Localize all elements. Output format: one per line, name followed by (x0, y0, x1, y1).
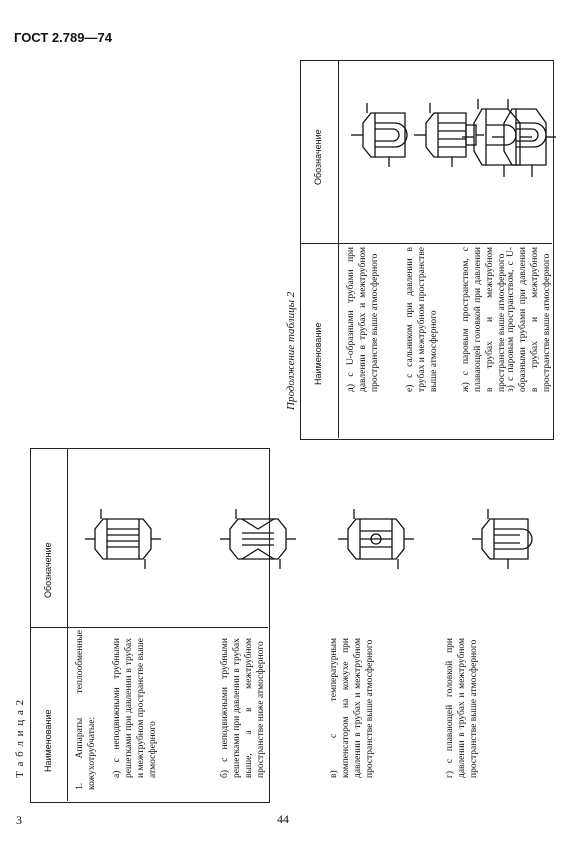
corner-mark: 3 (16, 813, 22, 827)
table-left-col-symbol: Обозначение (43, 542, 53, 598)
table-left-intro: 1. Аппараты теплообменные кожухотрубчатые: (75, 630, 97, 790)
table-left-column-divider (30, 627, 268, 628)
kettle-u-tube-exchanger-icon (490, 95, 569, 185)
table-right-header-divider (338, 60, 339, 438)
table-left-caption: Т а б л и ц а 2 (14, 698, 26, 778)
table-left-col-name: Наименование (43, 709, 53, 772)
fixed-tube-sheet-exchanger-low-shell-icon (218, 505, 298, 575)
page-number: 44 (277, 812, 289, 826)
table-right-caption: Продолжение таблицы 2 (285, 291, 297, 410)
table-left-row-c: в) с температурным компенсатором на кожухе при давлении в трубах и межтрубном пространстве выше атмосферного (329, 638, 375, 778)
table-left-row-d: г) с плавающей головкой при давлении в трубах и межтрубном пространстве выше атмосферного (445, 638, 479, 778)
table-right-row-z: з) с паровым пространством, с U-образными трубами при давлении в трубах и межтрубном пространстве выше атмосферного (506, 247, 552, 392)
table-left-row-b: б) с неподвижными трубными решетками при давлении в трубах выше, а в межтрубном пространстве ниже атмосферного (220, 638, 266, 778)
table-left-header-divider (67, 448, 68, 801)
table-right-col-name: Наименование (313, 322, 323, 385)
table-right-row-e: е) с сальником при давлении в трубах и межтрубном пространстве выше атмосферного (405, 247, 439, 392)
table-left-row-a: а) с неподвижными трубными решетками при давлении в трубах и межтрубном пространстве выше атмосферного (112, 638, 158, 778)
table-right-row-d: д) с U-образными трубами при давлении в трубах и межтрубном пространстве выше атмосферного (346, 247, 380, 392)
standard-header: ГОСТ 2.789—74 (14, 30, 112, 45)
table-right-row-zh: ж) с паровым пространством, с плавающей головкой при давлении в трубах и межтрубном пространстве выше атмосферного (461, 247, 507, 392)
floating-head-exchanger-icon (468, 505, 548, 575)
table-right-column-divider (300, 243, 552, 244)
expansion-joint-exchanger-icon (336, 505, 416, 575)
fixed-tube-sheet-exchanger-icon (83, 505, 163, 575)
table-right-col-symbol: Обозначение (313, 129, 323, 185)
